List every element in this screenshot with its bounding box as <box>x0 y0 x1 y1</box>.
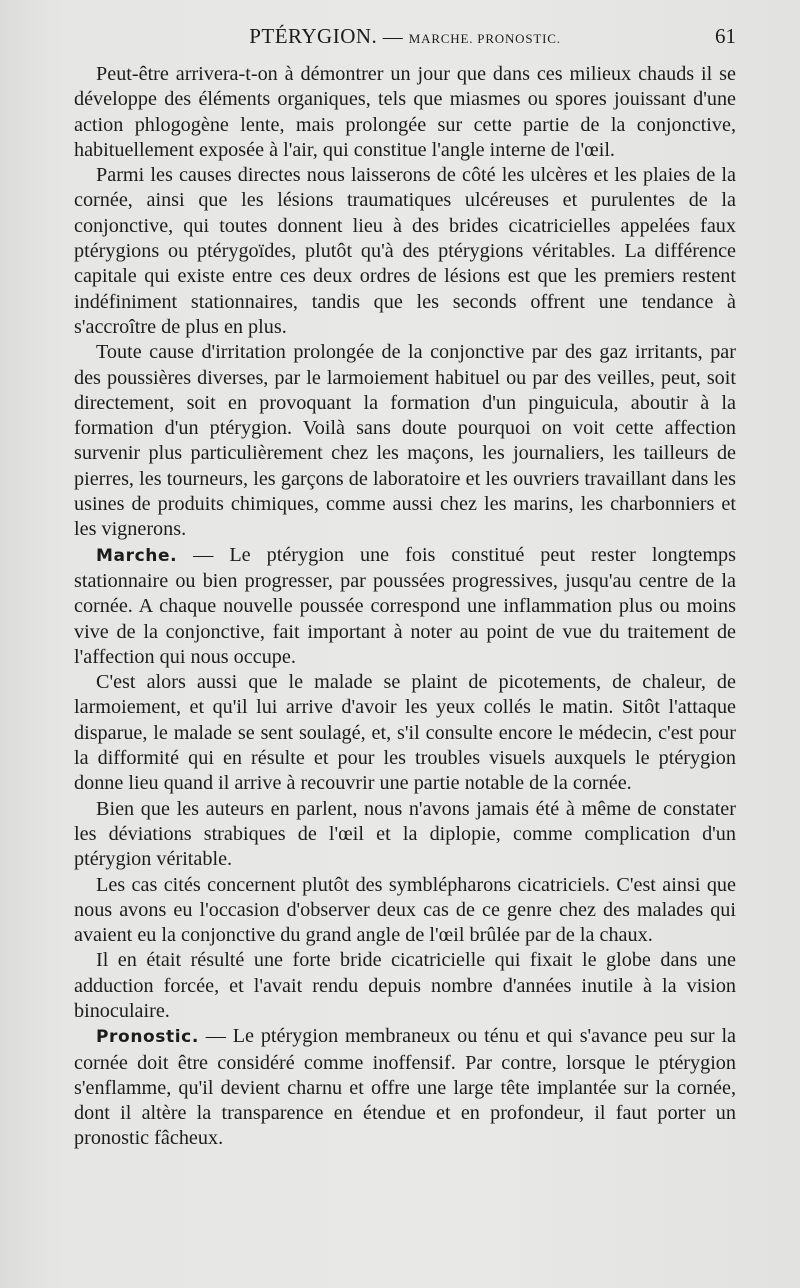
paragraph-irritation: Toute cause d'irritation prolongée de la conjonctive par des gaz irritants, par des poussières diverses, par le larmoiement habituel ou par des veilles, peut, soit directement, soit en provoquant la formation d'un pinguicula, aboutir à la formation d'un ptérygion. Voilà sans doute pourquoi on voit cette affection survenir plus particulièrement chez les maçons, les journaliers, les tailleurs de pierres, les tourneurs, les garçons de laboratoire et les ouvriers travaillant dans les usines de produits chimiques, comme aussi chez les marins, les charbonniers et les vignerons. <box>74 341 736 541</box>
body-text <box>74 62 736 1152</box>
section-heading-marche: Marche. <box>96 545 178 566</box>
running-title-subtitle: MARCHE. PRONOSTIC. <box>408 31 561 46</box>
paragraph-pronostic <box>74 1024 736 1151</box>
paragraph-symptomes: C'est alors aussi que le malade se plaint de picotements, de chaleur, de larmoiement, et qu'il lui arrive d'avoir les yeux collés le matin. Sitôt l'attaque disparue, le malade se sent soulagé, et, s'il consulte encore le médecin, c'est pour la difformité qui en résulte et pour les troubles visuels auxquels le ptérygion donne lieu quand il arrive à recouvrir une partie notable de la cornée. <box>74 671 736 795</box>
paragraph-symblepharons: Les cas cités concernent plutôt des symblépharons cicatriciels. C'est ainsi que nous avons eu l'occasion d'observer deux cas de ce genre chez des malades qui avaient eu la conjonctive du grand angle de l'œil brûlée par de la chaux. <box>74 873 736 947</box>
paragraph-marche-text: — Le ptérygion une fois constitué peut rester longtemps stationnaire ou bien progresser, par poussées progressives, jusqu'au centre de la cornée. A chaque nouvelle poussée correspond une inflammation plus ou moins vive de la conjonctive, fait important à noter au point de vue du traitement de l'affection qui nous occupe. <box>74 543 736 668</box>
running-head <box>74 24 736 54</box>
paragraph-pronostic-text: — Le ptérygion membraneux ou ténu et qui s'avance peu sur la cornée doit être considéré comme inoffensif. Par contre, lorsque le ptérygion s'enflamme, qu'il devient charnu et offre une large tête implantée sur la cornée, dont il altère la transparence en étendue et en profondeur, il faut porter un pronostic fâcheux. <box>74 1025 737 1150</box>
running-title <box>74 24 736 49</box>
paragraph-causes-directes: Parmi les causes directes nous laisserons de côté les ulcères et les plaies de la cornée, ainsi que les lésions traumatiques ulcéreuses et purulentes de la conjonctive, qui toutes donnent lieu à des brides cicatricielles appelées faux ptérygions ou ptérygoïdes, plutôt qu'à des ptérygions véritables. La différence capitale qui existe entre ces deux ordres de lésions est que les premiers restent indéfiniment stationnaires, tandis que les seconds offrent une tendance à s'accroître de plus en plus. <box>74 164 736 338</box>
paragraph-marche <box>74 543 736 670</box>
page-number: 61 <box>715 24 736 48</box>
paragraph-bride-cicatricielle: Il en était résulté une forte bride cicatricielle qui fixait le globe dans une adduction forcée, et l'avait rendu depuis nombre d'années inutile à la vision binoculaire. <box>74 949 736 1022</box>
paragraph-strabisme: Bien que les auteurs en parlent, nous n'avons jamais été à même de constater les déviations strabiques de l'œil et la diplopie, comme complication d'un ptérygion véritable. <box>74 797 736 871</box>
section-heading-pronostic: Pronostic. <box>96 1027 199 1048</box>
running-title-separator: — <box>382 26 404 48</box>
running-title-main: PTÉRYGION. <box>249 24 378 48</box>
paragraph-milieux-chauds: Peut-être arrivera-t-on à démontrer un jour que dans ces milieux chauds il se développe des éléments organiques, tels que miasmes ou spores jouissant d'une action phlogogène lente, mais prolongée sur cette partie de la conjonctive, habituellement exposée à l'air, qui constitue l'angle interne de l'œil. <box>74 63 736 161</box>
